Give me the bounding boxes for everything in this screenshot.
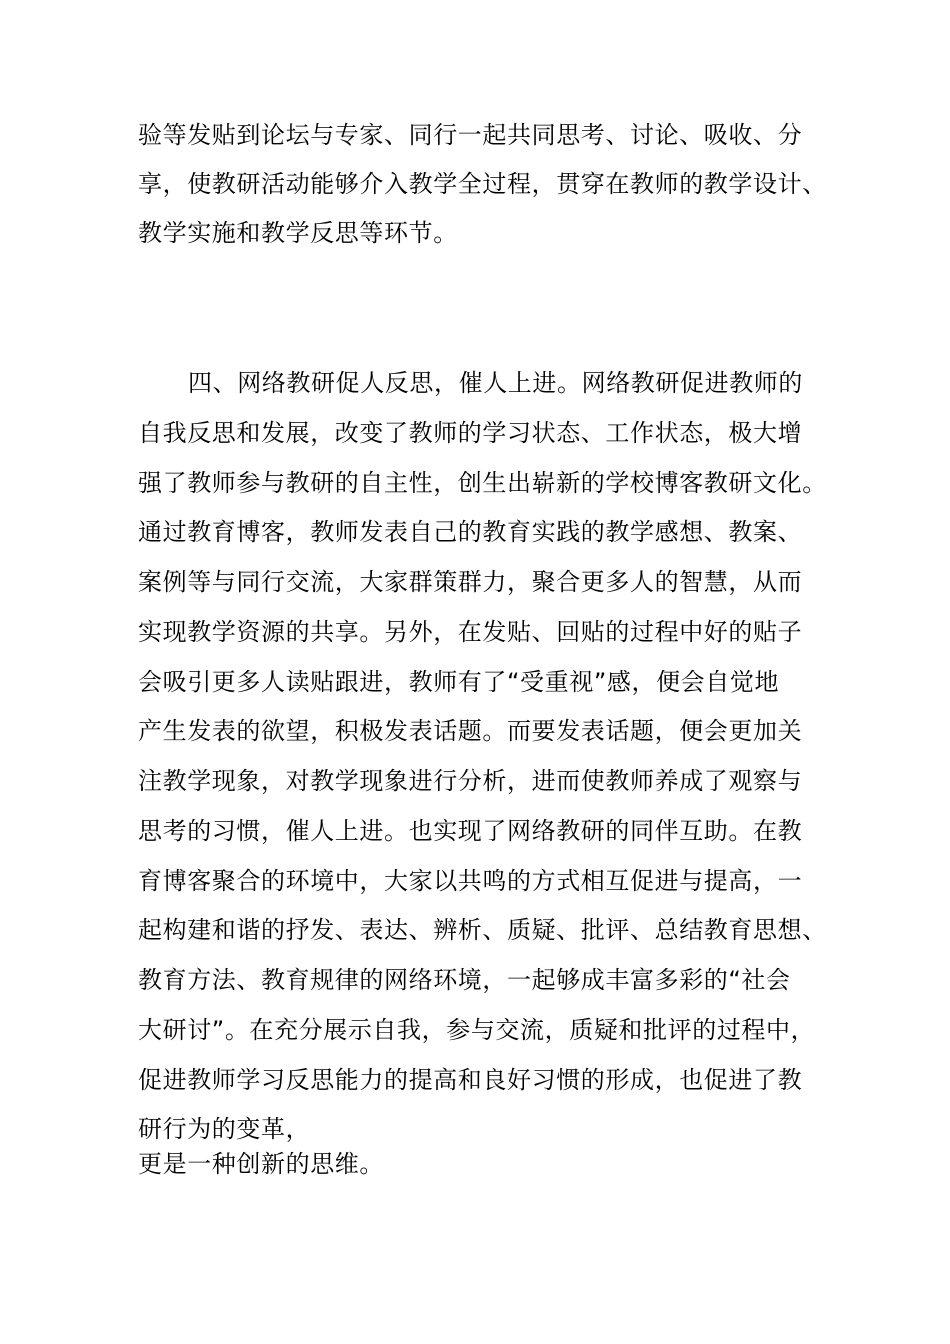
text-line: 大研讨”。在充分展示自我，参与交流，质疑和批评的过程中，: [138, 1016, 816, 1044]
text-line: 教育方法、教育规律的网络环境，一起够成丰富多彩的“社会: [138, 966, 791, 994]
text-line: 享，使教研活动能够介入教学全过程，贯穿在教师的教学设计、: [138, 170, 827, 198]
text-line: 产生发表的欲望，积极发表话题。而要发表话题，便会更加关: [138, 717, 803, 745]
text-line: 通过教育博客，教师发表自己的教育实践的教学感想、教案、: [138, 518, 803, 546]
section-heading-line: 四、网络教研促人反思，催人上进。网络教研促进教师的: [188, 369, 803, 397]
text-line: 思考的习惯，催人上进。也实现了网络教研的同伴互助。在教: [138, 817, 803, 845]
text-line: 育博客聚合的环境中，大家以共鸣的方式相互促进与提高，一: [138, 867, 803, 895]
text-line: 起构建和谐的抒发、表达、辨析、质疑、批评、总结教育思想、: [138, 916, 827, 944]
text-line: 促进教师学习反思能力的提高和良好习惯的形成，也促进了教: [138, 1066, 803, 1094]
text-line: 自我反思和发展，改变了教师的学习状态、工作状态，极大增: [138, 419, 803, 447]
text-line: 强了教师参与教研的自主性，创生出崭新的学校博客教研文化。: [138, 469, 827, 497]
text-line: 实现教学资源的共享。另外，在发贴、回贴的过程中好的贴子: [138, 618, 803, 646]
closing-line: 更是一种创新的思维。: [138, 1150, 384, 1178]
text-line: 案例等与同行交流，大家群策群力，聚合更多人的智慧，从而: [138, 568, 803, 596]
text-line: 验等发贴到论坛与专家、同行一起共同思考、讨论、吸收、分: [138, 121, 803, 149]
text-line: 注教学现象，对教学现象进行分析，进而使教师养成了观察与: [138, 767, 803, 795]
text-line: 教学实施和教学反思等环节。: [138, 219, 458, 247]
text-line: 研行为的变革，: [138, 1115, 311, 1143]
text-line: 会吸引更多人读贴跟进，教师有了“受重视”感，便会自觉地: [138, 668, 780, 696]
